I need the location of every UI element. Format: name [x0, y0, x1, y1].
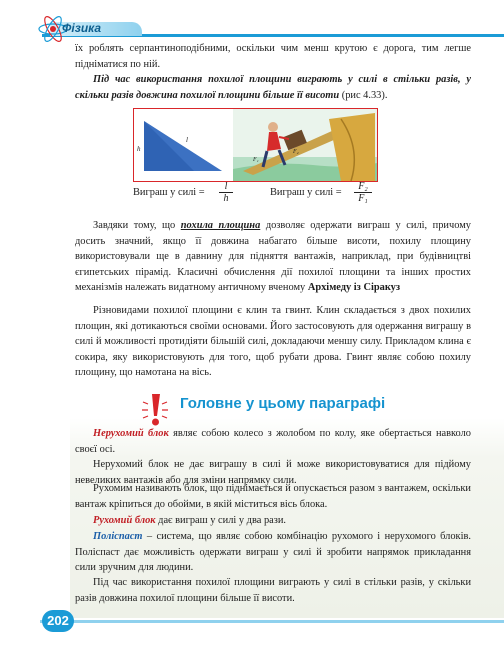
rule-paragraph — [75, 72, 471, 103]
subject-title: Фізика — [62, 21, 102, 35]
paragraph-intro — [75, 41, 471, 72]
summary-item-polyspast: Поліспаст – система, що являє собою комбінацію рухомого і нерухомого блоків. Поліспаст дає можливість одержати виграш у силі й зробити напрямок прикладання сили зручним для людини. — [75, 531, 471, 574]
rule-text: Під час використання похилої площини виграють у силі в стільки разів, у скільки разів довжина похилої площини більше її висоти — [75, 74, 471, 101]
summary-item-fixed-pulley-use: Нерухомий блок не дає виграшу в силі й може використовуватися для підйому невеликих вантажів або для зміни напрямку сили. — [75, 459, 471, 486]
formula-1-fraction — [219, 181, 233, 205]
term-movable-pulley: Рухомий блок — [93, 515, 156, 526]
summary-item-inclined-plane: Під час використання похилої площини виграють у силі в стільки разів, у скільки разів довжина похилої площини більше її висоти. — [75, 577, 471, 604]
paragraph-wedge-screw: Різновидами похилої площини є клин та гвинт. Клин складається з двох похилих площин, які дотикаються своїми основами. Його застосовують для одержання виграшу в силі й можливості протидіяти більшій силі, докладаючи меншу силу. Прикладом клина є сокира, яку використовують для того, щоб рубати дрова. Гвинт являє собою похилу площину, що намотана на вісь. — [75, 305, 471, 379]
formula-1-label: Виграш у силі = — [133, 187, 205, 198]
formula-2-label: Виграш у силі = — [270, 187, 342, 198]
summary-item-fixed-pulley: Нерухомий блок являє собою колесо з жолобом по колу, яке обертається навколо своєї осі. — [75, 428, 471, 455]
formula-2-denominator: F₁ — [358, 193, 368, 204]
label-f1: F₁ — [253, 157, 259, 163]
label-l: l — [186, 136, 188, 144]
summary-item-movable-def: Рухомим називають блок, що піднімається й опускається разом з вантажем, оскільки вантаж кріпиться до обойми, в якій міститься вісь блока. — [75, 483, 471, 510]
term-fixed-pulley: Нерухомий блок — [93, 428, 169, 439]
term-polyspast: Поліспаст — [93, 531, 143, 542]
formula-1-numerator: l — [219, 181, 233, 193]
label-h: h — [137, 145, 141, 153]
inclined-plane-diagram — [134, 109, 229, 181]
archimedes-name: Архімеду із Сіракуз — [307, 282, 401, 294]
term-inclined-plane: похила площина — [180, 220, 261, 231]
summary-item-movable-gain: Рухомий блок дає виграш у силі у два рази. — [93, 515, 287, 526]
formula-2-numerator: F₂ — [354, 181, 372, 193]
figure-4-33 — [133, 108, 378, 182]
exclamation-icon — [140, 392, 170, 428]
worker-ramp-illustration — [233, 109, 377, 181]
formula-1-denominator: h — [223, 193, 229, 204]
paragraph-inclined-plane: Завдяки тому, що похила площина дозволяє одержати виграш у силі, причому досить значний, якщо її довжина набагато більше висоти, похилу площину використовували ще в давнину для підняття вантажів, наприклад, при будівництві єгипетських пірамід. Класичні обчислення дії похилої площини та інших простих механізмів належать видатному античному вченому Архімеду із Сіракуз — [75, 220, 471, 294]
page-number: 202 — [42, 610, 74, 632]
formula-2-fraction — [354, 181, 372, 205]
page-header — [0, 0, 504, 44]
figure-reference: (рис 4.33). — [339, 89, 388, 101]
footer-rule — [40, 620, 504, 623]
label-f2: F₂ — [293, 149, 299, 155]
summary-title: Головне у цьому параграфі — [180, 395, 386, 412]
paragraph-intro-text: їх роблять серпантиноподібними, оскільки чим менш крутою є дорога, тим легше підніматися по ній. — [75, 43, 471, 70]
